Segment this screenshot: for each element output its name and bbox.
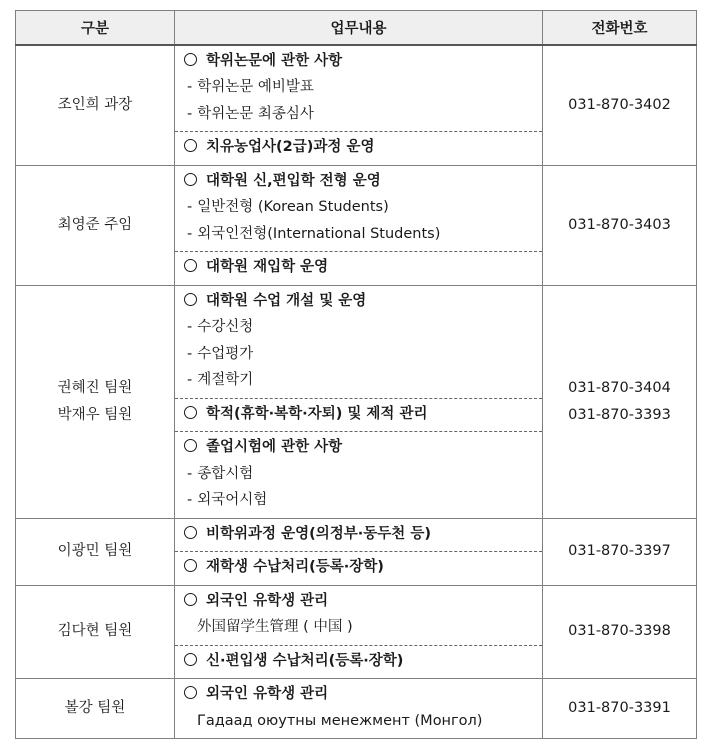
duty-block bbox=[175, 431, 542, 518]
staff-name: 볼강 팀원 bbox=[64, 700, 126, 716]
circle-bullet-icon bbox=[184, 173, 197, 186]
table-row bbox=[16, 45, 697, 166]
dash-bullet-icon: - bbox=[187, 79, 193, 95]
duty-subitem-text: 일반전형 (Korean Students) bbox=[197, 199, 389, 215]
duty-subitem-text: 계절학기 bbox=[197, 372, 254, 388]
phone-cell bbox=[543, 679, 697, 739]
duty-title: 비학위과정 운영(의정부·동두천 등) bbox=[206, 525, 431, 542]
duties-cell bbox=[175, 585, 543, 679]
table-row bbox=[16, 585, 697, 679]
duty-title: 외국인 유학생 관리 bbox=[206, 686, 329, 702]
duty-subitem bbox=[184, 194, 534, 221]
duty-title-line bbox=[184, 648, 534, 675]
duty-subitem-text: 수업평가 bbox=[197, 345, 254, 362]
duty-title: 졸업시험에 관한 사항 bbox=[206, 439, 343, 455]
duty-title-line bbox=[184, 554, 534, 581]
duty-subitem-text: Гадаад оюутны менежмент (Монгол) bbox=[197, 712, 483, 729]
duty-subitem-text: 종합시험 bbox=[197, 465, 254, 482]
duty-title: 신·편입생 수납처리(등록·장학) bbox=[206, 652, 404, 669]
circle-bullet-icon bbox=[184, 686, 197, 699]
header-phone: 전화번호 bbox=[543, 11, 697, 45]
duties-cell bbox=[175, 285, 543, 518]
table-header-row bbox=[16, 11, 697, 45]
duty-subitem bbox=[184, 221, 534, 248]
phone-number: 031-870-3404 bbox=[568, 379, 671, 396]
duty-title: 대학원 수업 개설 및 운영 bbox=[206, 292, 367, 309]
dash-bullet-icon: - bbox=[187, 492, 193, 508]
circle-bullet-icon bbox=[184, 406, 197, 419]
circle-bullet-icon bbox=[184, 259, 197, 272]
staff-cell bbox=[16, 585, 175, 679]
phone-number: 031-870-3397 bbox=[568, 543, 671, 559]
dash-bullet-icon: - bbox=[187, 319, 193, 335]
duties-cell bbox=[175, 679, 543, 739]
duty-subitem bbox=[184, 487, 534, 514]
staff-cell bbox=[16, 45, 175, 166]
duty-title-line bbox=[184, 168, 534, 195]
staff-cell bbox=[16, 518, 175, 585]
circle-bullet-icon bbox=[184, 293, 197, 306]
circle-bullet-icon bbox=[184, 439, 197, 452]
duty-title: 외국인 유학생 관리 bbox=[206, 592, 329, 609]
contact-table bbox=[15, 10, 697, 739]
phone-number: 031-870-3391 bbox=[568, 700, 671, 716]
duty-block bbox=[175, 645, 542, 679]
table-row bbox=[16, 679, 697, 739]
duty-block bbox=[175, 131, 542, 165]
duty-block bbox=[175, 251, 542, 285]
duty-subitem bbox=[184, 101, 534, 128]
phone-cell bbox=[543, 285, 697, 518]
dash-bullet-icon: - bbox=[187, 372, 193, 388]
staff-name: 이광민 팀원 bbox=[57, 543, 133, 559]
dash-bullet-icon: - bbox=[187, 225, 193, 242]
duty-subitem-text: 수강신청 bbox=[197, 319, 254, 335]
header-division: 구분 bbox=[16, 11, 175, 45]
duty-title-line bbox=[184, 588, 534, 615]
duty-title-line bbox=[184, 48, 534, 75]
staff-name: 권혜진 팀원 bbox=[57, 379, 133, 396]
circle-bullet-icon bbox=[184, 139, 197, 152]
staff-name: 김다현 팀원 bbox=[57, 623, 133, 640]
duty-title: 치유농업사(2급)과정 운영 bbox=[206, 139, 375, 155]
phone-number: 031-870-3398 bbox=[568, 623, 671, 640]
duties-cell bbox=[175, 518, 543, 585]
phone-number: 031-870-3403 bbox=[568, 216, 671, 233]
staff-cell bbox=[16, 165, 175, 285]
table-row bbox=[16, 518, 697, 585]
duty-subitem bbox=[184, 74, 534, 101]
duty-title-line bbox=[184, 521, 534, 548]
staff-name: 조인희 과장 bbox=[57, 96, 133, 113]
duty-block bbox=[175, 679, 542, 738]
duty-title: 대학원 재입학 운영 bbox=[206, 259, 329, 275]
duty-block bbox=[175, 46, 542, 132]
duty-subitem bbox=[184, 461, 534, 488]
circle-bullet-icon bbox=[184, 593, 197, 606]
dash-bullet-icon: - bbox=[187, 199, 193, 215]
header-duties: 업무내용 bbox=[175, 11, 543, 45]
duty-subitem-text: 외국어시험 bbox=[197, 492, 268, 508]
duty-subitem-text: 外国留学生管理 ( 中国 ) bbox=[197, 619, 353, 635]
table-body bbox=[16, 45, 697, 739]
staff-cell bbox=[16, 285, 175, 518]
duty-subitem-text: 외국인전형(International Students) bbox=[197, 225, 441, 242]
duty-title: 학적(휴학·복학·자퇴) 및 제적 관리 bbox=[206, 405, 428, 422]
duty-title-line bbox=[184, 134, 534, 161]
phone-number: 031-870-3402 bbox=[568, 96, 671, 113]
staff-cell bbox=[16, 679, 175, 739]
phone-cell bbox=[543, 165, 697, 285]
duty-title: 대학원 신,편입학 전형 운영 bbox=[206, 172, 381, 189]
duty-block bbox=[175, 398, 542, 432]
circle-bullet-icon bbox=[184, 526, 197, 539]
phone-number: 031-870-3393 bbox=[568, 406, 671, 423]
duty-subitem-text: 학위논문 예비발표 bbox=[197, 79, 314, 95]
circle-bullet-icon bbox=[184, 559, 197, 572]
staff-name: 최영준 주임 bbox=[57, 216, 133, 233]
dash-bullet-icon: - bbox=[187, 105, 193, 122]
duties-cell bbox=[175, 45, 543, 166]
duty-title-line bbox=[184, 681, 534, 708]
duty-block bbox=[175, 286, 542, 398]
duty-block bbox=[175, 586, 542, 645]
table-row bbox=[16, 165, 697, 285]
phone-cell bbox=[543, 45, 697, 166]
dash-bullet-icon: - bbox=[187, 465, 193, 482]
duty-subitem-text: 학위논문 최종심사 bbox=[197, 105, 314, 122]
duty-title: 학위논문에 관한 사항 bbox=[206, 52, 343, 69]
duty-block bbox=[175, 551, 542, 585]
circle-bullet-icon bbox=[184, 53, 197, 66]
duty-title-line bbox=[184, 254, 534, 281]
duty-subitem bbox=[184, 341, 534, 368]
phone-cell bbox=[543, 518, 697, 585]
duty-subitem bbox=[184, 367, 534, 394]
duty-block bbox=[175, 519, 542, 552]
duty-title-line bbox=[184, 288, 534, 315]
circle-bullet-icon bbox=[184, 653, 197, 666]
phone-cell bbox=[543, 585, 697, 679]
duties-cell bbox=[175, 165, 543, 285]
duty-title-line bbox=[184, 434, 534, 461]
table-row bbox=[16, 285, 697, 518]
duty-title: 재학생 수납처리(등록·장학) bbox=[206, 559, 384, 575]
dash-bullet-icon: - bbox=[187, 345, 193, 362]
duty-title-line bbox=[184, 401, 534, 428]
duty-block bbox=[175, 166, 542, 252]
staff-name: 박재우 팀원 bbox=[57, 406, 133, 423]
duty-subitem bbox=[184, 314, 534, 341]
